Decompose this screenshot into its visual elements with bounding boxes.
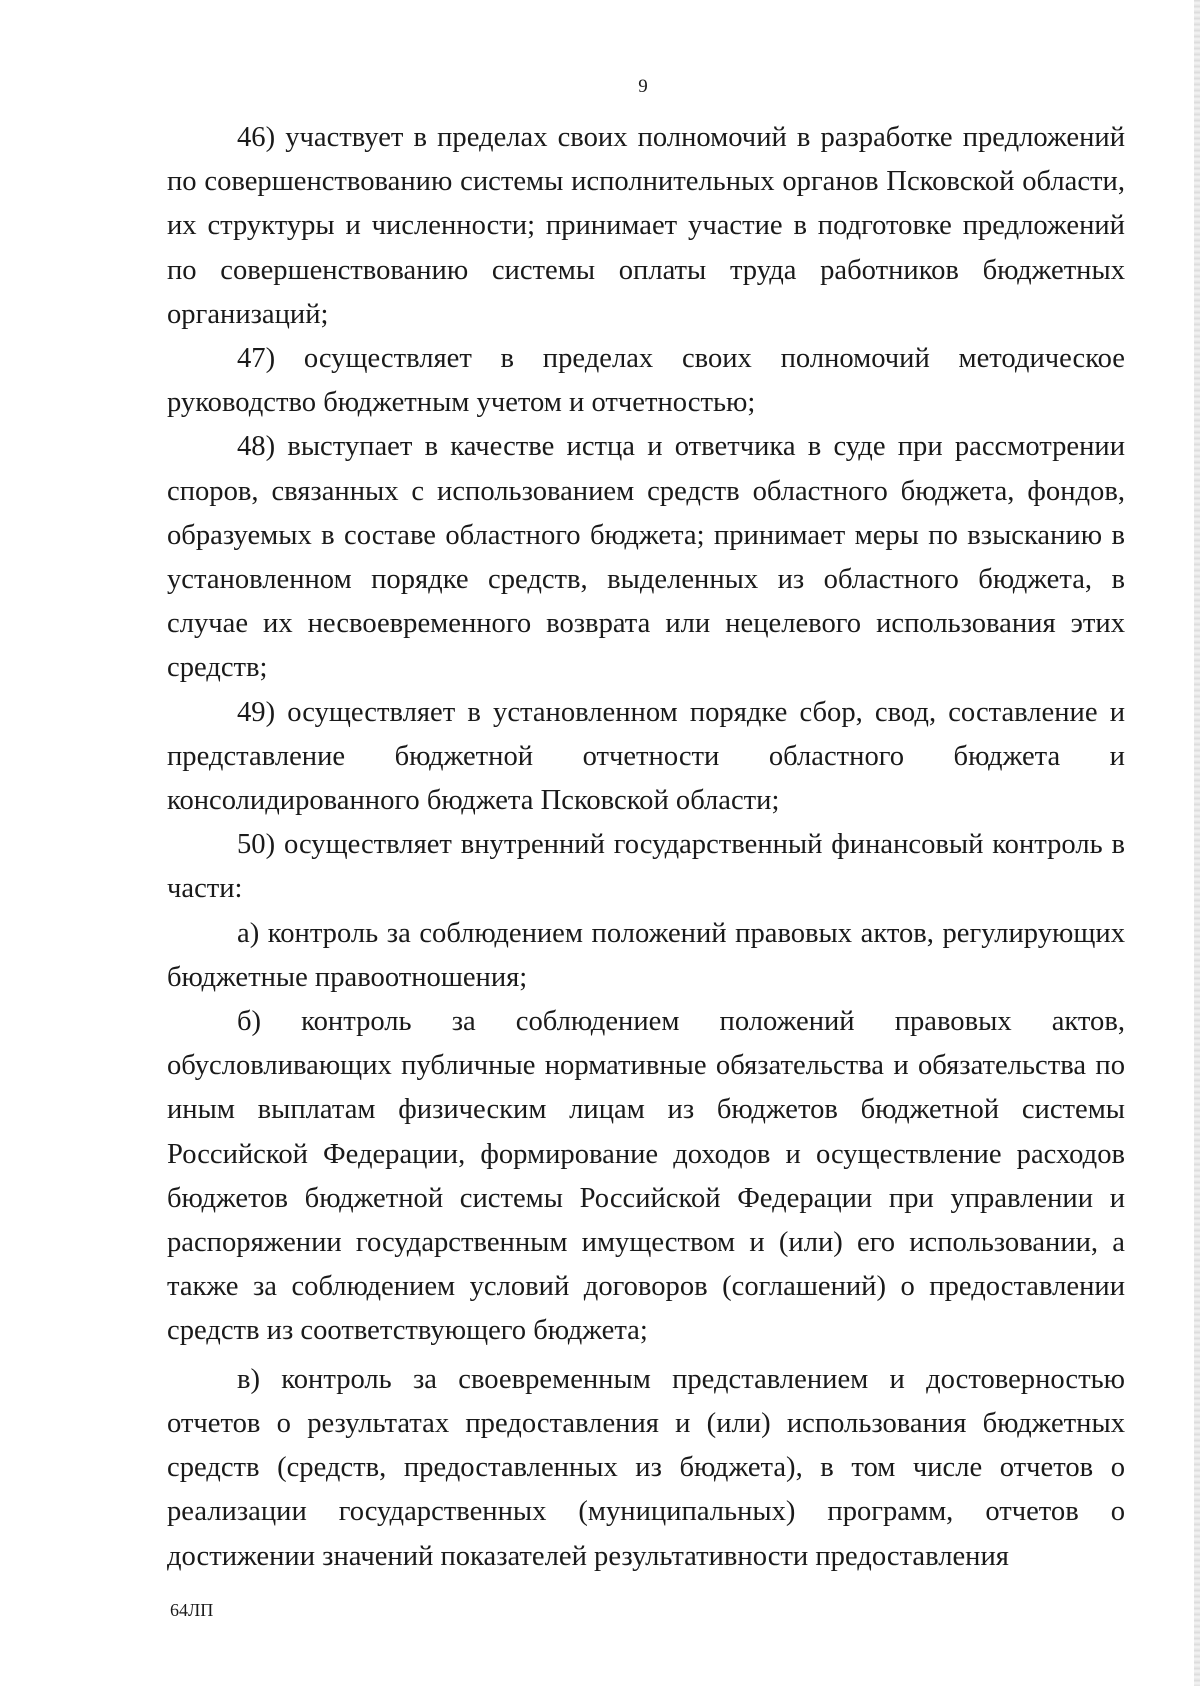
subparagraph-v: в) контроль за своевременным представлением и достоверностью отчетов о результатах предоставления и (или) использования бюджетных средств (средств, предоставленных из бюджета), в том числе отчетов о реализации государственных (муниципальных) программ, отчетов о достижении значений показателей результативности предоставления [167, 1363, 1125, 1572]
subparagraph-b: б) контроль за соблюдением положений правовых актов, обусловливающих публичные нормативные обязательства и обязательства по иным выплатам физическим лицам из бюджетов бюджетной системы Российской Федерации, формирование доходов и осуществление расходов бюджетов бюджетной системы Российской Федерации при управлении и распоряжении государственным имуществом и (или) его использовании, а также за соблюдением условий договоров (соглашений) о предоставлении средств из соответствующего бюджета; [167, 1006, 1125, 1347]
paragraph-49: 49) осуществляет в установленном порядке сбор, свод, составление и представление бюджетной отчетности областного бюджета и консолидированного бюджета Псковской области; [167, 696, 1125, 817]
paragraph-47: 47) осуществляет в пределах своих полномочий методическое руководство бюджетным учетом и отчетностью; [167, 343, 1125, 419]
paragraph-50: 50) осуществляет внутренний государственный финансовый контроль в части: [167, 829, 1125, 905]
subparagraph-a: а) контроль за соблюдением положений правовых актов, регулирующих бюджетные правоотношения; [167, 917, 1125, 993]
document-body [167, 116, 1125, 1579]
paragraph-46: 46) участвует в пределах своих полномочий в разработке предложений по совершенствованию системы исполнительных органов Псковской области, их структуры и численности; принимает участие в подготовке предложений по совершенствованию системы оплаты труда работников бюджетных организаций; [167, 122, 1125, 330]
paragraph-48: 48) выступает в качестве истца и ответчика в суде при рассмотрении споров, связанных с использованием средств областного бюджета, фондов, образуемых в составе областного бюджета; принимает меры по взысканию в установленном порядке средств, выделенных из областного бюджета, в случае их несвоевременного возврата или нецелевого использования этих средств; [167, 431, 1125, 684]
document-code: 64ЛП [170, 1600, 214, 1620]
scan-edge [1194, 0, 1200, 1686]
page-number: 9 [638, 76, 648, 97]
